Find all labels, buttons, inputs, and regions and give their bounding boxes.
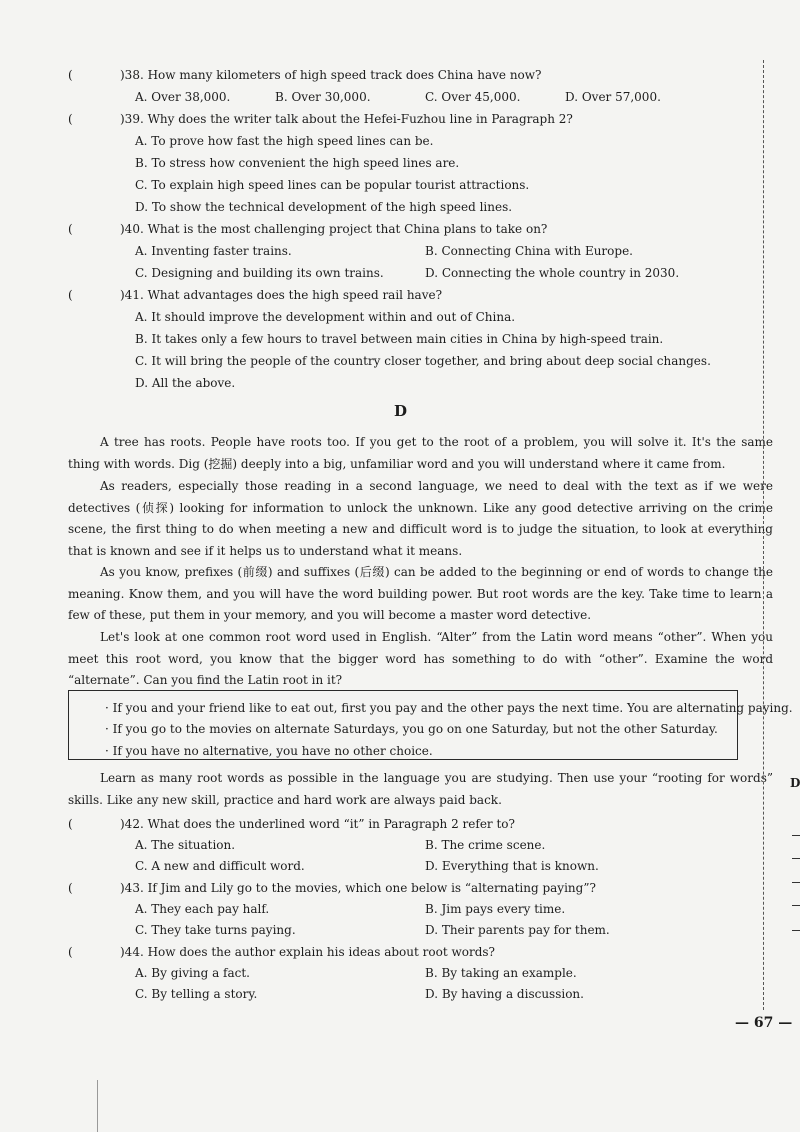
- option-b: B. The crime scene.: [425, 838, 546, 852]
- answer-paren[interactable]: (: [68, 288, 73, 302]
- adjacent-page-letter: D: [790, 776, 800, 790]
- option-c: C. They take turns paying.: [135, 923, 296, 937]
- passage-paragraph-1: A tree has roots. People have roots too. If you get to the root of a problem, you will solve it. It's the same thing with words. Dig (挖掘) deeply into a big, unfamiliar word and you will understand where it came from.: [68, 435, 773, 471]
- answer-paren[interactable]: (: [68, 68, 73, 82]
- option-d: D. All the above.: [135, 376, 236, 390]
- example-bullet: · If you have no alternative, you have no other choice.: [105, 744, 433, 758]
- question-42: [68, 816, 515, 832]
- question-41: [68, 287, 442, 303]
- option-c: C. To explain high speed lines can be popular tourist attractions.: [135, 178, 530, 192]
- page-number: — 67 —: [735, 1015, 793, 1031]
- option-d: D. Over 57,000.: [565, 90, 661, 104]
- option-b: B. To stress how convenient the high speed lines are.: [135, 156, 460, 170]
- option-c: C. Over 45,000.: [425, 90, 521, 104]
- question-text: )39. Why does the writer talk about the Hefei-Fuzhou line in Paragraph 2?: [120, 112, 573, 126]
- option-a: A. Inventing faster trains.: [135, 244, 292, 258]
- question-text: )40. What is the most challenging project that China plans to take on?: [120, 222, 548, 236]
- option-a: A. By giving a fact.: [135, 966, 250, 980]
- section-title: D: [394, 402, 408, 420]
- answer-paren[interactable]: (: [68, 881, 73, 895]
- option-d: D. By having a discussion.: [425, 987, 584, 1001]
- passage-paragraph-3: As you know, prefixes (前缀) and suffixes (后缀) can be added to the beginning or end of words to change the meaning. Know them, and you will have the word building power. But root words are the key. Take time to learn a few of these, put them in your memory, and you will become a master word detective.: [68, 565, 773, 622]
- question-43: [68, 880, 596, 896]
- option-d: D. Their parents pay for them.: [425, 923, 610, 937]
- question-39: [68, 111, 573, 127]
- example-bullet: · If you and your friend like to eat out, first you pay and the other pays the next time. You are alternating paying.: [105, 701, 793, 715]
- question-text: )42. What does the underlined word “it” in Paragraph 2 refer to?: [120, 817, 515, 831]
- option-b: B. By taking an example.: [425, 966, 577, 980]
- edge-mark: [792, 835, 800, 836]
- option-b: B. Jim pays every time.: [425, 902, 566, 916]
- option-a: A. Over 38,000.: [135, 90, 231, 104]
- option-b: B. Over 30,000.: [275, 90, 371, 104]
- option-b: B. It takes only a few hours to travel between main cities in China by high-speed train.: [135, 332, 664, 346]
- option-a: A. To prove how fast the high speed lines can be.: [135, 134, 434, 148]
- edge-mark: [792, 930, 800, 931]
- passage-paragraph-2: As readers, especially those reading in a second language, we need to deal with the text as if we were detectives (侦探) looking for information to unlock the unknown. Like any good detective arriving on the crime scene, the first thing to do when meeting a new and difficult word is to judge the situation, to look at everything that is known and see if it helps us to understand what it means.: [68, 479, 773, 558]
- answer-paren[interactable]: (: [68, 112, 73, 126]
- answer-paren[interactable]: (: [68, 945, 73, 959]
- question-44: [68, 944, 495, 960]
- option-c: C. Designing and building its own trains.: [135, 266, 384, 280]
- passage-paragraph-4: Let's look at one common root word used in English. “Alter” from the Latin word means “other”. When you meet this root word, you know that the bigger word has something to do with “other”. Examine the word “alternate”. Can you find the Latin root in it?: [68, 630, 773, 687]
- option-c: C. A new and difficult word.: [135, 859, 305, 873]
- cut-line: [763, 60, 764, 1010]
- question-text: )44. How does the author explain his ideas about root words?: [120, 945, 495, 959]
- edge-mark: [792, 858, 800, 859]
- answer-paren[interactable]: (: [68, 817, 73, 831]
- question-text: )38. How many kilometers of high speed track does China have now?: [120, 68, 542, 82]
- option-d: D. Connecting the whole country in 2030.: [425, 266, 680, 280]
- edge-mark: [792, 905, 800, 906]
- question-text: )41. What advantages does the high speed rail have?: [120, 288, 443, 302]
- answer-paren[interactable]: (: [68, 222, 73, 236]
- passage-closing: Learn as many root words as possible in the language you are studying. Then use your “rooting for words” skills. Like any new skill, practice and hard work are always paid back.: [68, 771, 773, 807]
- question-40: [68, 221, 547, 237]
- option-c: C. By telling a story.: [135, 987, 258, 1001]
- option-a: A. They each pay half.: [135, 902, 270, 916]
- option-c: C. It will bring the people of the country closer together, and bring about deep social changes.: [135, 354, 711, 368]
- question-38: [68, 67, 542, 83]
- option-a: A. It should improve the development within and out of China.: [135, 310, 516, 324]
- example-bullet: · If you go to the movies on alternate Saturdays, you go on one Saturday, but not the other Saturday.: [105, 722, 718, 736]
- binding-line: [97, 1080, 98, 1132]
- option-a: A. The situation.: [135, 838, 236, 852]
- option-d: D. Everything that is known.: [425, 859, 599, 873]
- question-text: )43. If Jim and Lily go to the movies, which one below is “alternating paying”?: [120, 881, 596, 895]
- edge-mark: [792, 882, 800, 883]
- option-b: B. Connecting China with Europe.: [425, 244, 633, 258]
- option-d: D. To show the technical development of the high speed lines.: [135, 200, 513, 214]
